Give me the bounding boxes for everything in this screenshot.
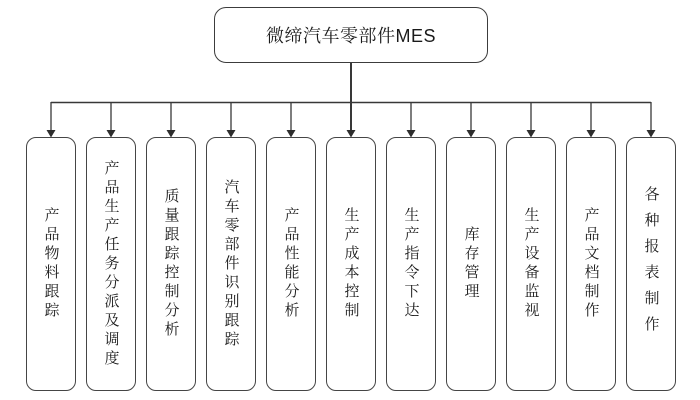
module-node [26,137,76,391]
module-label: 生产成本控制 [342,207,360,321]
root-node [214,7,488,63]
module-label: 产品物料跟踪 [42,207,60,321]
module-node [506,137,556,391]
module-label: 生产设备监视 [522,207,540,321]
module-label: 产品文档制作 [582,207,600,321]
module-node [326,137,376,391]
module-node [566,137,616,391]
module-label: 产品生产任务分派及调度 [102,159,120,369]
module-label: 库存管理 [462,226,480,302]
module-label: 汽车零部件识别跟踪 [222,178,240,350]
module-label: 生产指令下达 [402,207,420,321]
module-node [206,137,256,391]
module-node [626,137,676,391]
root-node-label: 微缔汽车零部件MES [265,26,436,46]
module-label: 产品性能分析 [282,207,300,321]
module-label: 质量跟踪控制分析 [162,188,180,340]
module-node [86,137,136,391]
module-node [266,137,316,391]
module-node [446,137,496,391]
module-label: 各种报表制作 [642,186,660,342]
module-node [146,137,196,391]
module-node [386,137,436,391]
module-boxes [26,137,676,391]
